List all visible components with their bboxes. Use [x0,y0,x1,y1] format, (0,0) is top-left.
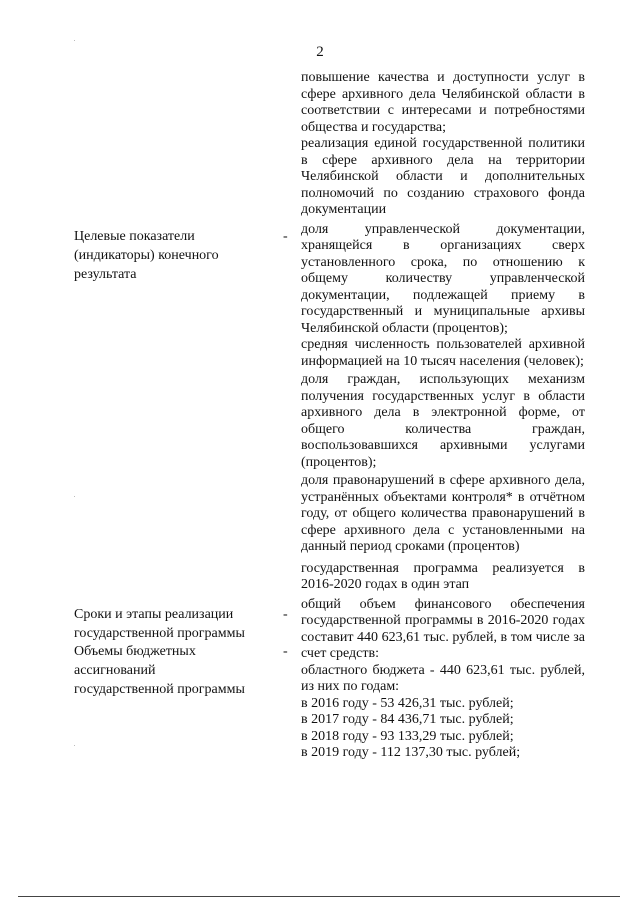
funding-paragraph: общий объем финансового обеспечения государственной программы в 2016-2020 годах составит 440 623,61 тыс. рублей, в том числе за счет средств: [301,596,585,661]
label-line: Целевые показатели [74,229,195,244]
right-column [301,70,585,762]
page-number: 2 [316,44,324,60]
indicator-paragraph: средняя численность пользователей архивной информацией на 10 тысяч населения (человек); [301,337,585,369]
label-line: ассигнований [74,663,156,678]
bottom-rule [18,896,620,897]
scan-dot [74,496,75,497]
year-line: в 2019 году - 112 137,30 тыс. рублей; [301,745,521,760]
goal-paragraph: повышение качества и доступности услуг в сфере архивного дела Челябинской области в соответствии с интересами и потребностями общества и государства; [301,70,585,135]
indicator-paragraph: доля правонарушений в сфере архивного дела, устранённых объектами контроля* в отчётном году, от общего количества правонарушений в сфере архивного дела с установленными на данный период сроками (процентов) [301,473,585,554]
label-target-indicators [74,227,274,284]
funding-paragraph: областного бюджета - 440 623,61 тыс. рублей, из них по годам: [301,662,585,694]
label-line: государственной программы [74,682,245,697]
indicator-paragraph: доля управленческой документации, хранящейся в организациях сверх установленного срока, по отношению к общему количеству управленческой документации, подлежащей приему в государственный и муниципальные архивы Челябинской области (процентов); [301,221,585,336]
year-line: в 2016 году - 53 426,31 тыс. рублей; [301,695,514,711]
label-line: результата [74,267,137,282]
label-line: Объемы бюджетных [74,644,196,659]
year-line: в 2018 году - 93 133,29 тыс. рублей; [301,728,514,744]
goal-paragraph: реализация единой государственной политики в сфере архивного дела на территории Челябинской области и дополнительных полномочий по созданию страхового фонда документации [301,136,585,217]
scan-dot [74,745,75,746]
label-line: Сроки и этапы реализации [74,607,234,622]
dash-separator: - [283,229,288,244]
dash-separator: - [283,644,288,659]
year-line: в 2017 году - 84 436,71 тыс. рублей; [301,712,514,727]
label-line: государственной программы [74,626,245,641]
timing-paragraph: государственная программа реализуется в 2016-2020 годах в один этап [301,560,585,592]
dash-separator: - [283,607,288,622]
label-line: (индикаторы) конечного [74,248,219,263]
scan-dot [74,40,75,41]
indicator-paragraph: доля граждан, использующих механизм получения государственных услуг в области архивного дела в электронной форме, от общего количества граждан, воспользовавшихся архивными услугами (процентов); [301,372,585,470]
label-timing [74,605,274,643]
label-funding [74,642,274,699]
